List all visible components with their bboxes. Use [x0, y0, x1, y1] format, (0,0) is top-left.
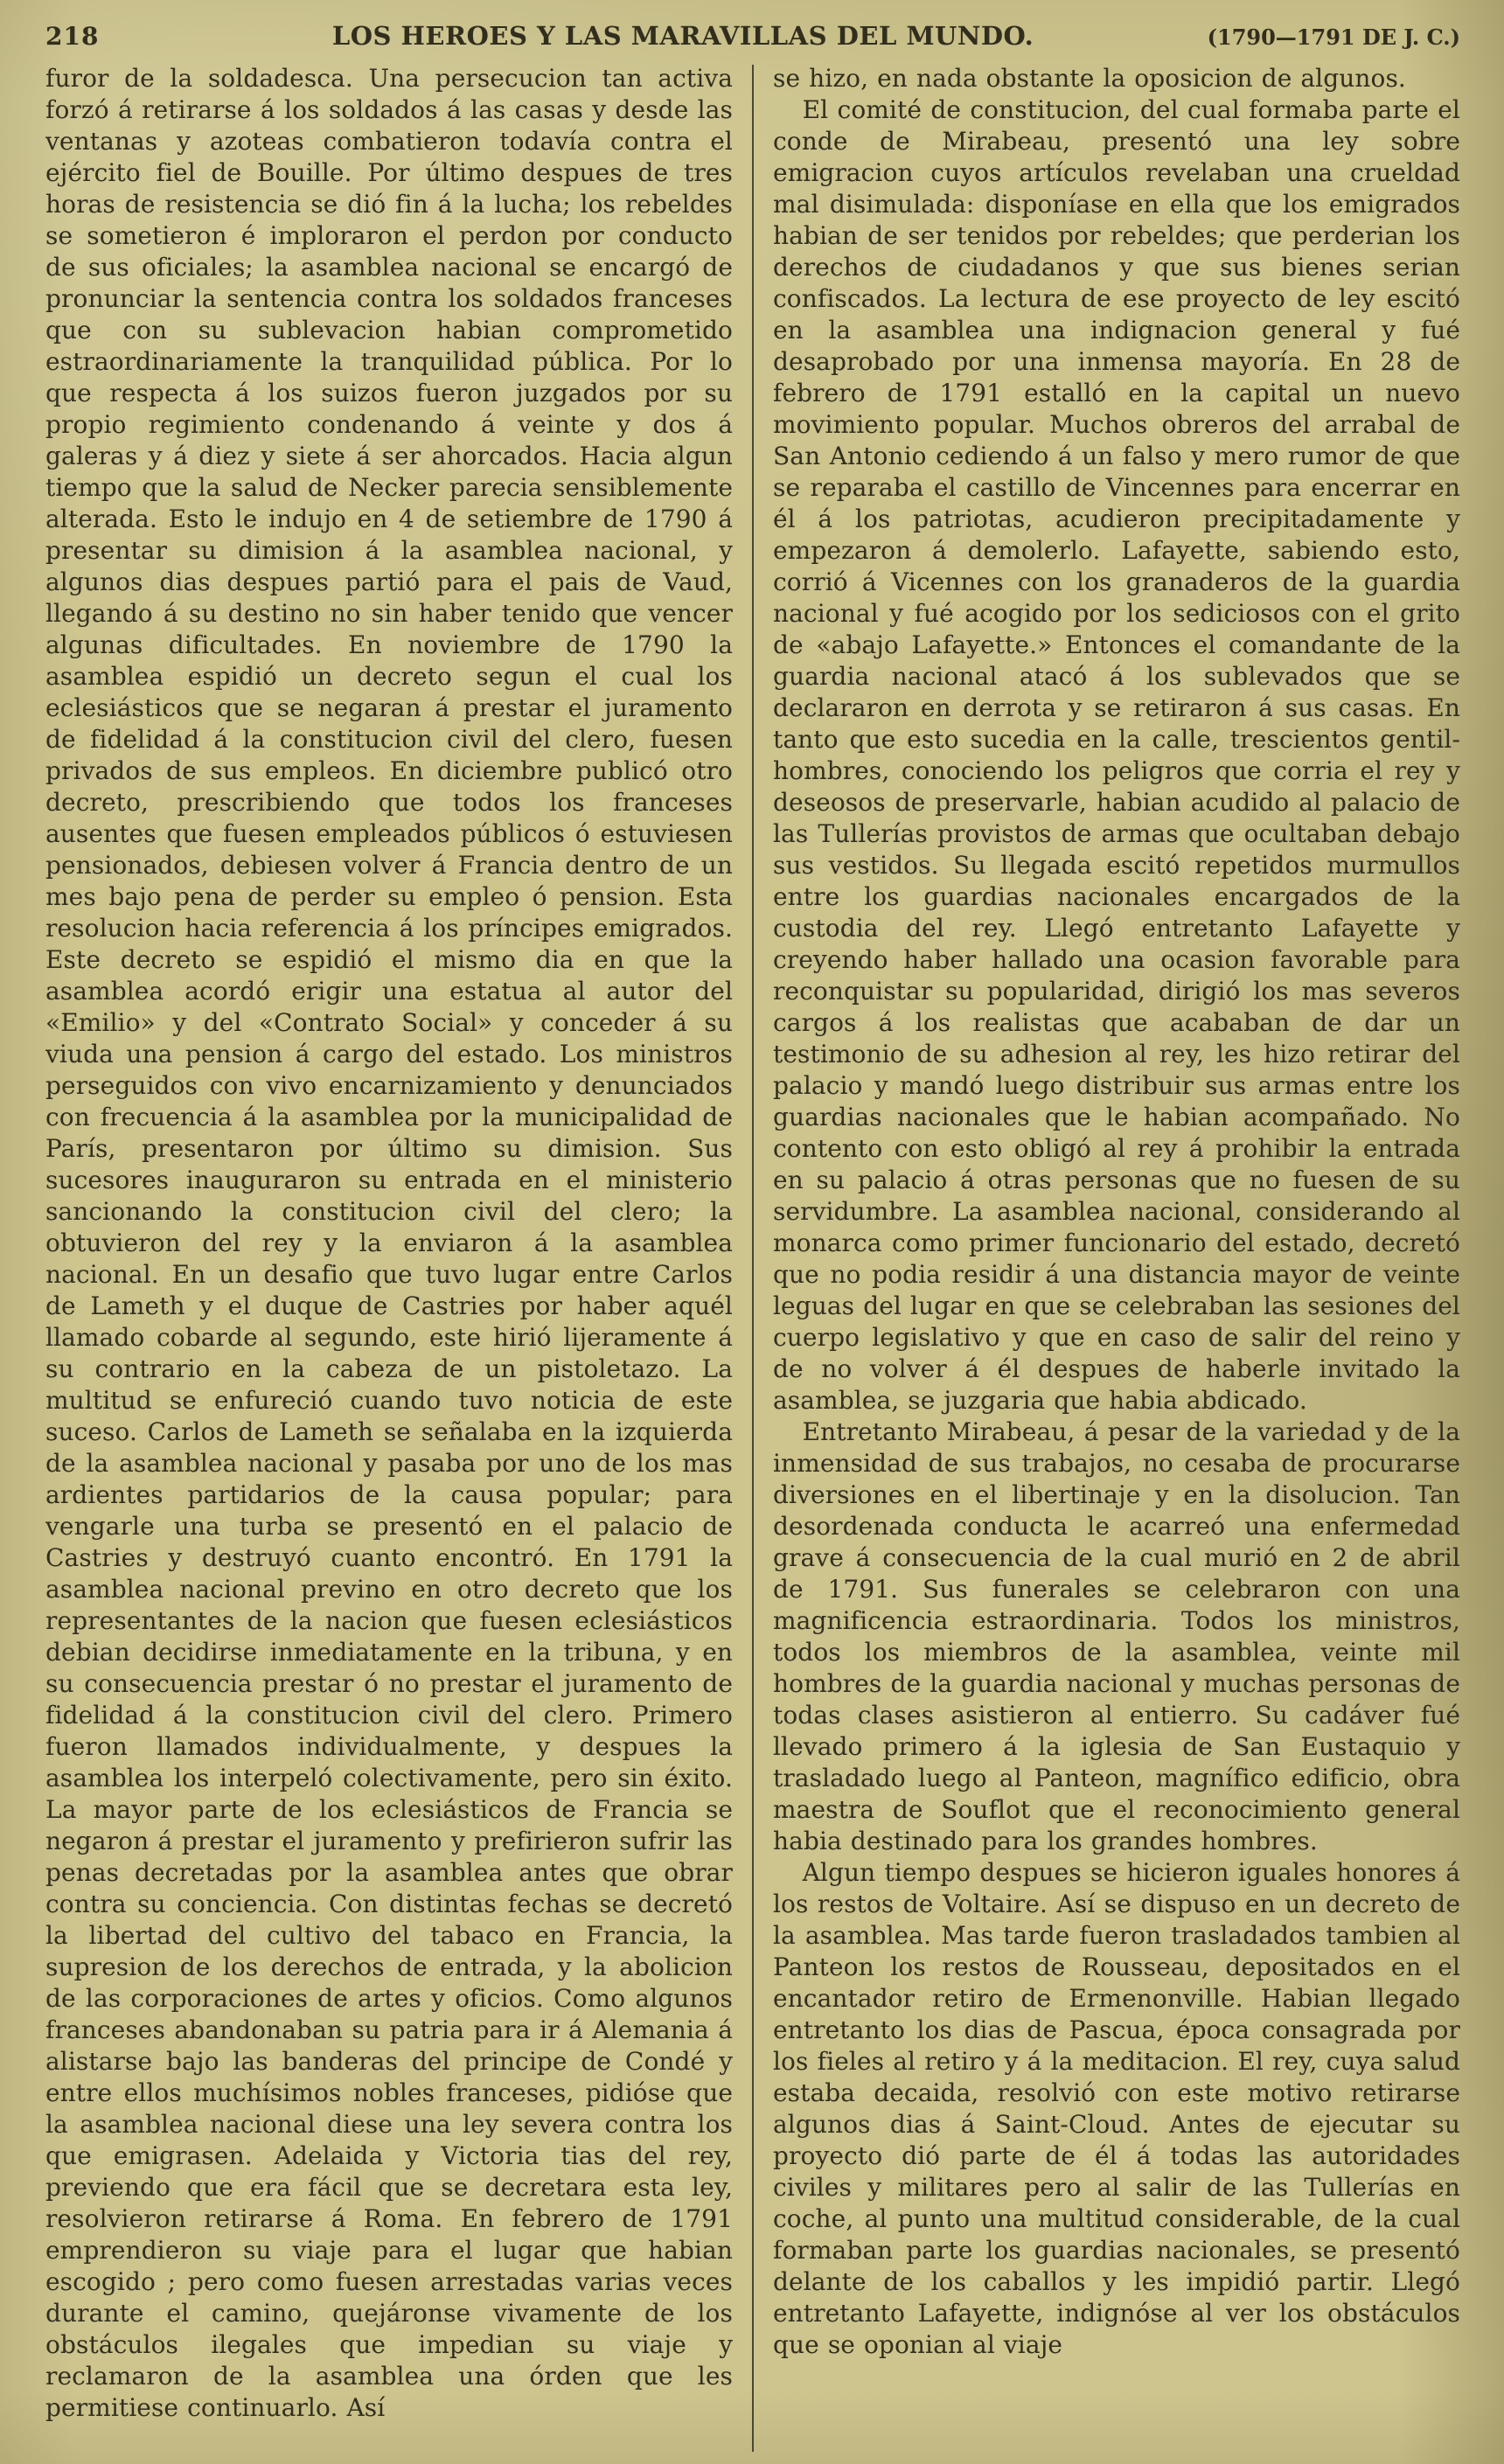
paragraph: Algun tiempo despues se hicieron iguales honores á los restos de Voltaire. Así se dispuso en un decreto de la asamblea. Mas tarde fueron trasladados tambien al Panteon los restos de Rousseau, depositados en el encantador retiro de Ermenonville. Habian llegado entretanto los dias de Pascua, época consagrada por los fieles al retiro y á la meditacion. El rey, cuya salud estaba decaida, resolvió con este motivo retirarse algunos dias á Saint-Cloud. Antes de ejecutar su proyecto dió parte de él á todas las autoridades civiles y militares pero al salir de las Tullerías en coche, al punto una multitud considerable, de la cual formaban parte los guardias nacionales, se presentó delante de los caballos y les impidió partir. Llegó entretanto Lafayette, indignóse al ver los obstáculos que se oponian al viaje: [773, 1858, 1460, 2359]
paragraph: El comité de constitucion, del cual formaba parte el conde de Mirabeau, presentó una ley sobre emigracion cuyos artículos revelaban una crueldad mal disimulada: disponíase en ella que los emigrados habian de ser tenidos por rebeldes; que perderian los derechos de ciudadanos y que sus bienes serian confiscados. La lectura de ese proyecto de ley escitó en la asamblea una indignacion general y fué desaprobado por una inmensa mayoría. En 28 de febrero de 1791 estalló en la capital un nuevo movimiento popular. Muchos obreros del arrabal de San Antonio cediendo á un falso y mero rumor de que se reparaba el castillo de Vincennes para encerrar en él á los patriotas, acudieron precipitadamente y empezaron á demolerlo. Lafayette, sabiendo esto, corrió á Vicennes con los granaderos de la guardia nacional y fué acogido por los sediciosos con el grito de «abajo Lafayette.» Entonces el comandante de la guardia nacional atacó á los sublevados que se declararon en derrota y se retiraron á sus casas. En tanto que esto sucedia en la calle, trescientos gentil-hombres, conociendo los peligros que corria el rey y deseosos de preservarle, habian acudido al palacio de las Tullerías provistos de armas que ocultaban debajo sus vestidos. Su llegada escitó repetidos murmullos entre los guardias nacionales encargados de la custodia del rey. Llegó entretanto Lafayette y creyendo haber hallado una ocasion favorable para reconquistar su popularidad, dirigió los mas severos cargos á los realistas que acababan de dar un testimonio de su adhesion al rey, les hizo retirar del palacio y mandó luego distribuir sus armas entre los guardias nacionales que le habian acompañado. No contento con esto obligó al rey á prohibir la entrada en su palacio á otras personas que no fuesen de su servidumbre. La asamblea nacional, considerando al monarca como primer funcionario del estado, decretó que no podia residir á una distancia mayor de veinte leguas del lugar en que se celebraban las sesiones del cuerpo legislativo y que en caso de salir del reino y de no volver á él despues de haberle invitado la asamblea, se juzgaria que habia abdicado.: [773, 95, 1460, 1415]
paragraph: se hizo, en nada obstante la oposicion de algunos.: [773, 64, 1406, 93]
right-column: [773, 63, 1460, 2452]
page-header: [45, 21, 1460, 51]
page-title: LOS HEROES Y LAS MARAVILLAS DEL MUNDO.: [331, 21, 1034, 51]
page-number: 218: [45, 22, 100, 51]
left-column: [45, 63, 733, 2452]
page-date: (1790—1791 DE J. C.): [1207, 24, 1460, 50]
paragraph: furor de la soldadesca. Una persecucion tan activa forzó á retirarse á los soldados á las casas y desde las ventanas y azoteas combatieron todavía contra el ejército fiel de Bouille. Por último despues de tres horas de resistencia se dió fin á la lucha; los rebeldes se sometieron é imploraron el perdon por conducto de sus oficiales; la asamblea nacional se encargó de pronunciar la sentencia contra los soldados franceses que con su sublevacion habian comprometido estraordinariamente la tranquilidad pública. Por lo que respecta á los suizos fueron juzgados por su propio regimiento condenando á veinte y dos á galeras y á diez y siete á ser ahorcados. Hacia algun tiempo que la salud de Necker parecia sensiblemente alterada. Esto le indujo en 4 de setiembre de 1790 á presentar su dimision á la asamblea nacional, y algunos dias despues partió para el pais de Vaud, llegando á su destino no sin haber tenido que vencer algunas dificultades. En noviembre de 1790 la asamblea espidió un decreto segun el cual los eclesiásticos que se negaran á prestar el juramento de fidelidad á la constitucion civil del clero, fuesen privados de sus empleos. En diciembre publicó otro decreto, prescribiendo que todos los franceses ausentes que fuesen empleados públicos ó estuviesen pensionados, debiesen volver á Francia dentro de un mes bajo pena de perder su empleo ó pension. Esta resolucion hacia referencia á los príncipes emigrados. Este decreto se espidió el mismo dia en que la asamblea acordó erigir una estatua al autor del «Emilio» y del «Contrato Social» y conceder á su viuda una pension á cargo del estado. Los ministros perseguidos con vivo encarnizamiento y denunciados con frecuencia á la asamblea por la municipalidad de París, presentaron por último su dimision. Sus sucesores inauguraron su entrada en el ministerio sancionando la constitucion civil del clero; la obtuvieron del rey y la enviaron á la asamblea nacional. En un desafio que tuvo lugar entre Carlos de Lameth y el duque de Castries por haber aquél llamado cobarde al segundo, este hirió lijeramente á su contrario en la cabeza de un pistoletazo. La multitud se enfureció cuando tuvo noticia de este suceso. Carlos de Lameth se señalaba en la izquierda de la asamblea nacional y pasaba por uno de los mas ardientes partidarios de la causa popular; para vengarle una turba se presentó en el palacio de Castries y destruyó cuanto encontró. En 1791 la asamblea nacional previno en otro decreto que los representantes de la nacion que fuesen eclesiásticos debian decidirse inmediatamente en la tribuna, y en su consecuencia prestar ó no prestar el juramento de fidelidad á la constitucion civil del clero. Primero fueron llamados individualmente, y despues la asamblea los interpeló colectivamente, pero sin éxito. La mayor parte de los eclesiásticos de Francia se negaron á prestar el juramento y prefirieron sufrir las penas decretadas por la asamblea antes que obrar contra su conciencia. Con distintas fechas se decretó la libertad del cultivo del tabaco en Francia, la supresion de los derechos de entrada, y la abolicion de las corporaciones de artes y oficios. Como algunos franceses abandonaban su patria para ir á Alemania á alistarse bajo las banderas del principe de Condé y entre ellos muchísimos nobles franceses, pidióse que la asamblea nacional diese una ley severa contra los que emigrasen. Adelaida y Victoria tias del rey, previendo que era fácil que se decretara esta ley, resolvieron retirarse á Roma. En febrero de 1791 emprendieron su viaje para el lugar que habian escogido ; pero como fuesen arrestadas varias veces durante el camino, quejáronse vivamente de los obstáculos ilegales que impedian su viaje y reclamaron de la asamblea una órden que les permitiese continuarlo. Así: [45, 64, 733, 2422]
column-divider: [752, 65, 754, 2452]
paragraph: Entretanto Mirabeau, á pesar de la variedad y de la inmensidad de sus trabajos, no cesaba de procurarse diversiones en el libertinaje y en la disolucion. Tan desordenada conducta le acarreó una enfermedad grave á consecuencia de la cual murió en 2 de abril de 1791. Sus funerales se celebraron con una magnificencia estraordinaria. Todos los ministros, todos los miembros de la asamblea, veinte mil hombres de la guardia nacional y muchas personas de todas clases asistieron al entierro. Su cadáver fué llevado primero á la iglesia de San Eustaquio y trasladado luego al Panteon, magnífico edificio, obra maestra de Souflot que el reconocimiento general habia destinado para los grandes hombres.: [773, 1417, 1460, 1855]
text-columns: [45, 63, 1460, 2452]
